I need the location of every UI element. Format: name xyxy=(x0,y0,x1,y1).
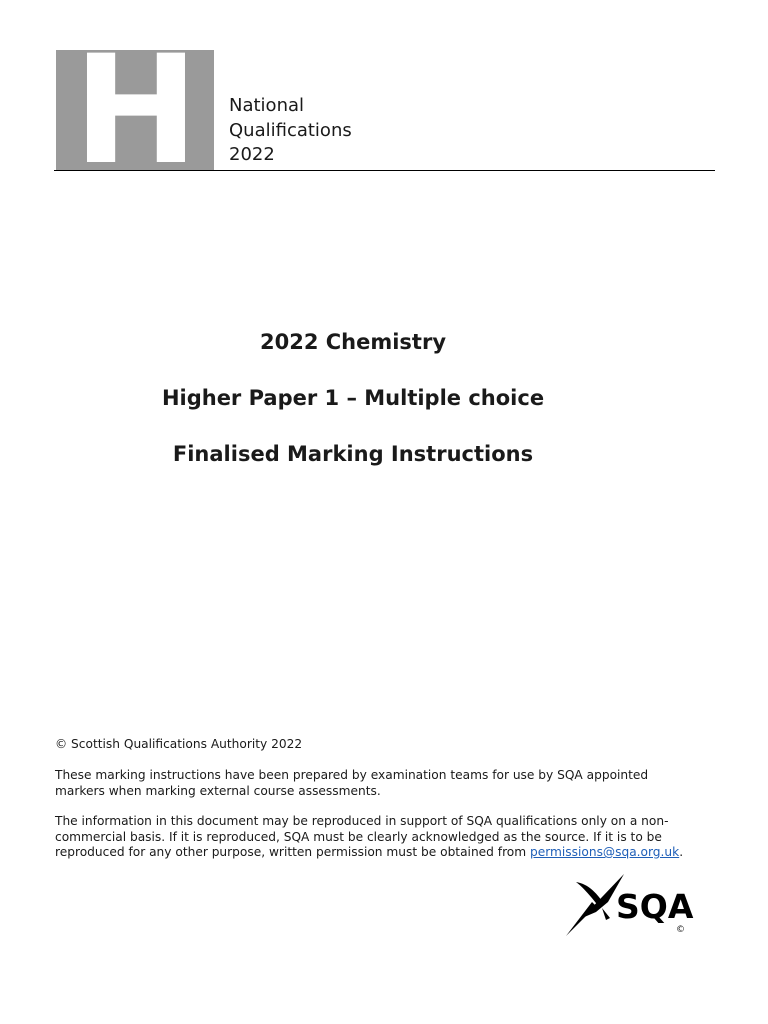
sqa-logo xyxy=(562,872,696,938)
document-title-type: Finalised Marking Instructions xyxy=(172,442,534,466)
level-logo-letter: H xyxy=(73,50,197,170)
level-logo-box xyxy=(56,50,214,170)
permissions-email-link[interactable]: permissions@sqa.org.uk xyxy=(530,845,680,859)
reproduction-line-3-text: reproduced for any other purpose, written permission must be obtained from xyxy=(55,845,531,859)
header-divider xyxy=(54,170,715,171)
reproduction-line-2: commercial basis. If it is reproduced, SQA must be clearly acknowledged as the source. If it is to be xyxy=(55,829,662,844)
copyright-text: © Scottish Qualifications Authority 2022 xyxy=(55,737,303,751)
reproduction-line-3 xyxy=(55,845,720,861)
usage-paragraph xyxy=(55,768,720,799)
nq-line-3: 2022 xyxy=(229,144,275,165)
copyright-notice xyxy=(55,737,720,753)
document-title-subject: 2022 Chemistry xyxy=(259,330,447,354)
sqa-logo-copyright: © xyxy=(676,925,685,935)
document-title-paper: Higher Paper 1 – Multiple choice xyxy=(161,386,545,410)
sqa-logo-text: SQA xyxy=(616,887,694,926)
usage-line-2: markers when marking external course assessments. xyxy=(55,783,381,798)
national-qualifications-label xyxy=(229,94,352,168)
nq-line-2: Qualifications xyxy=(229,119,352,141)
nq-line-1: National xyxy=(229,95,305,116)
reproduction-line-1: The information in this document may be reproduced in support of SQA qualifications only on a non- xyxy=(55,814,669,828)
reproduction-line-3-end: . xyxy=(679,845,684,859)
usage-line-1: These marking instructions have been prepared by examination teams for use by SQA appointed xyxy=(55,768,649,782)
reproduction-paragraph xyxy=(55,814,720,861)
